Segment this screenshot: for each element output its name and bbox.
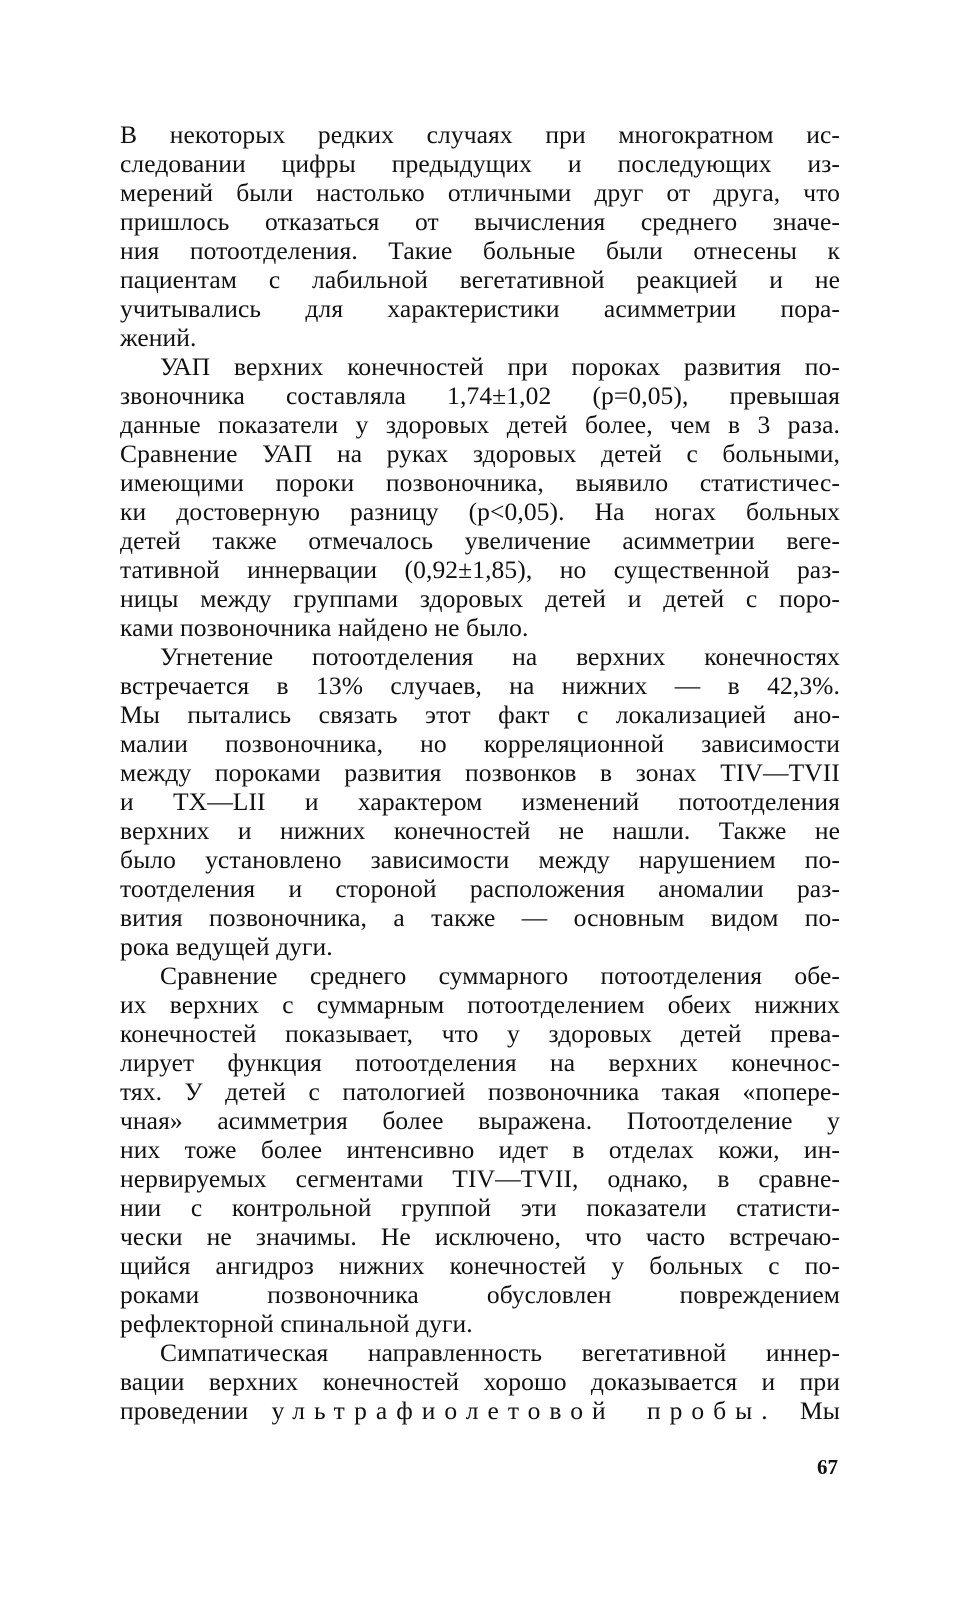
- text-line: учитывались для характеристики асимметрии пора-: [120, 294, 840, 323]
- text-line: звоночника составляла 1,74±1,02 (p=0,05), превышая: [120, 381, 840, 410]
- text-fragment: Мы: [799, 1396, 840, 1425]
- text-line: Симпатическая направленность вегетативной иннер-: [160, 1338, 840, 1367]
- paragraph-5: [120, 1338, 840, 1425]
- text-line: детей также отмечалось увеличение асимметрии веге-: [120, 526, 840, 555]
- text-line: ния потоотделения. Такие больные были отнесены к: [120, 236, 840, 265]
- text-line: конечностей показывает, что у здоровых детей прева-: [120, 1019, 840, 1048]
- text-line: В некоторых редких случаях при многократном ис-: [120, 120, 840, 149]
- text-line: было установлено зависимости между нарушением по-: [120, 845, 840, 874]
- page-body: [120, 120, 840, 1425]
- text-line: нервируемых сегментами TIV—TVII, однако, в сравне-: [120, 1164, 840, 1193]
- paragraph-4: [120, 961, 840, 1338]
- text-line-final: [120, 1396, 840, 1425]
- text-line: их верхних с суммарным потоотделением обеих нижних: [120, 990, 840, 1019]
- text-line: тях. У детей с патологией позвоночника такая «попере-: [120, 1077, 840, 1106]
- spaced-emphasis-text: ультрафиолетовой пробы.: [271, 1396, 777, 1425]
- text-line: жений.: [120, 323, 197, 352]
- text-line: пациентам с лабильной вегетативной реакцией и не: [120, 265, 840, 294]
- text-line: чески не значимы. Не исключено, что часто встречаю-: [120, 1222, 840, 1251]
- paragraph-1: [120, 120, 840, 352]
- text-line: верхних и нижних конечностей не нашли. Также не: [120, 816, 840, 845]
- text-line: данные показатели у здоровых детей более, чем в 3 раза.: [120, 410, 840, 439]
- text-line: вития позвоночника, а также — основным видом по-: [120, 903, 840, 932]
- text-line: рока ведущей дуги.: [120, 932, 333, 961]
- text-line: чная» асимметрия более выражена. Потоотделение у: [120, 1106, 840, 1135]
- text-line: нии с контрольной группой эти показатели статисти-: [120, 1193, 840, 1222]
- text-line: тоотделения и стороной расположения аномалии раз-: [120, 874, 840, 903]
- text-line: щийся ангидроз нижних конечностей у больных с по-: [120, 1251, 840, 1280]
- text-line: ками позвоночника найдено не было.: [120, 613, 529, 642]
- text-line: лирует функция потоотделения на верхних конечнос-: [120, 1048, 840, 1077]
- text-line: УАП верхних конечностей при пороках развития по-: [160, 352, 840, 381]
- text-line: тативной иннервации (0,92±1,85), но существенной раз-: [120, 555, 840, 584]
- text-line: ки достоверную разницу (p<0,05). На ногах больных: [120, 497, 840, 526]
- text-line: встречается в 13% случаев, на нижних — в 42,3%.: [120, 671, 840, 700]
- text-line: вации верхних конечностей хорошо доказывается и при: [120, 1367, 840, 1396]
- text-line: них тоже более интенсивно идет в отделах кожи, ин-: [120, 1135, 840, 1164]
- text-line: мерений были настолько отличными друг от друга, что: [120, 178, 840, 207]
- text-line: имеющими пороки позвоночника, выявило статистичес-: [120, 468, 840, 497]
- page-number: 67: [817, 1455, 838, 1479]
- text-line: между пороками развития позвонков в зонах TIV—TVII: [120, 758, 840, 787]
- text-line: следовании цифры предыдущих и последующих из-: [120, 149, 840, 178]
- text-line: Мы пытались связать этот факт с локализацией ано-: [120, 700, 840, 729]
- text-line: Сравнение УАП на руках здоровых детей с больными,: [120, 439, 840, 468]
- text-line: пришлось отказаться от вычисления среднего значе-: [120, 207, 840, 236]
- text-line: Сравнение среднего суммарного потоотделения обе-: [160, 961, 840, 990]
- paragraph-3: [120, 642, 840, 961]
- text-fragment: проведении: [120, 1396, 249, 1425]
- text-line: и TX—LII и характером изменений потоотделения: [120, 787, 840, 816]
- text-line: малии позвоночника, но корреляционной зависимости: [120, 729, 840, 758]
- text-line: Угнетение потоотделения на верхних конечностях: [160, 642, 840, 671]
- paragraph-2: [120, 352, 840, 642]
- text-line: рефлекторной спинальной дуги.: [120, 1309, 473, 1338]
- text-line: ницы между группами здоровых детей и детей с поро-: [120, 584, 840, 613]
- text-line: роками позвоночника обусловлен повреждением: [120, 1280, 840, 1309]
